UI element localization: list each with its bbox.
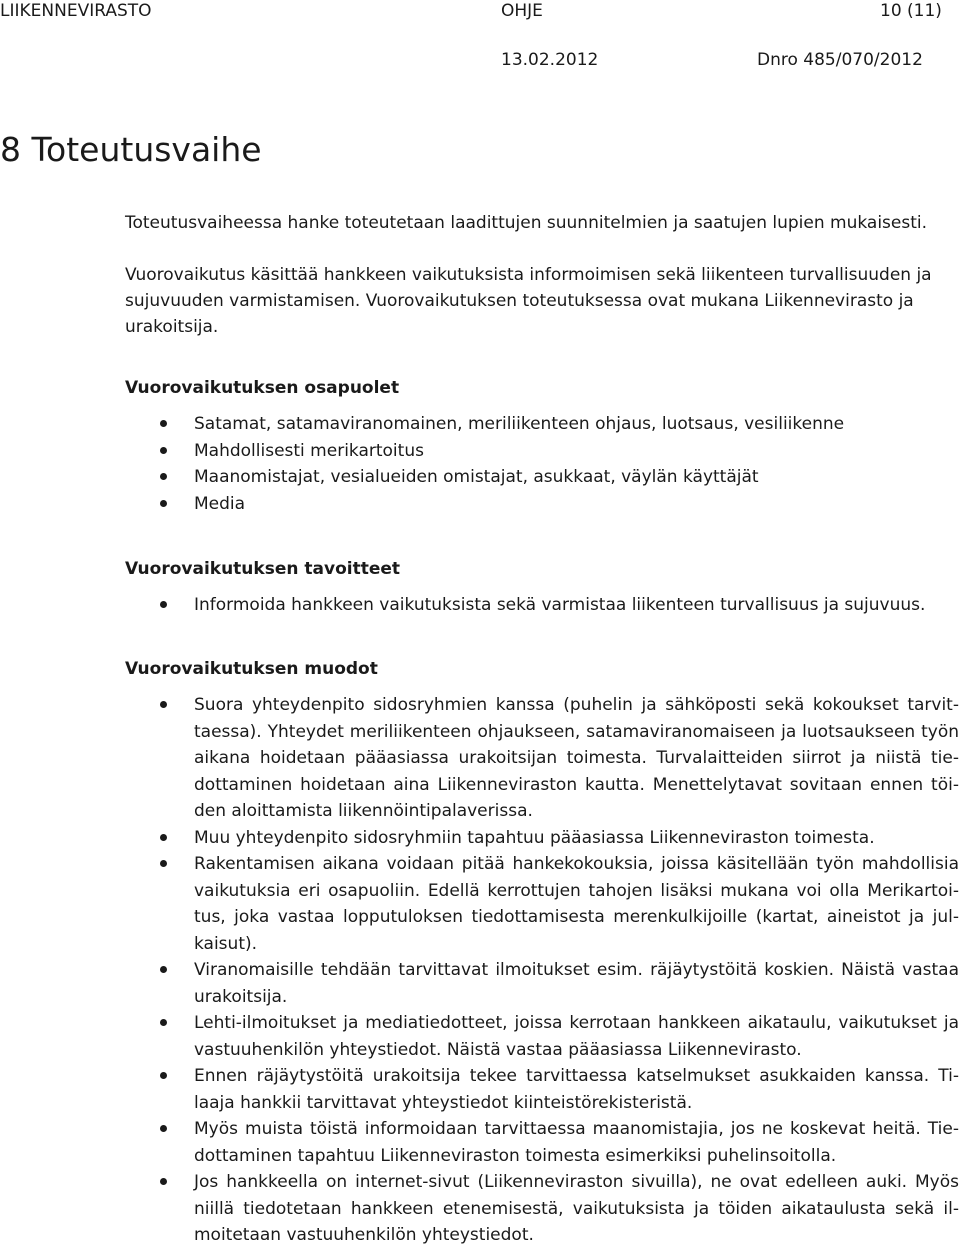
list-item [125, 692, 959, 825]
list-item-text: Viranomaisille tehdään tarvittavat ilmoitukset esim. räjäytystöitä koskien. Näistä vastaa urakoitsija. [194, 960, 959, 1007]
bullet-icon [160, 1019, 167, 1026]
bullet-icon [160, 701, 167, 708]
section-heading-osapuolet: Vuorovaikutuksen osapuolet [125, 378, 400, 398]
list-item-text: Mahdollisesti merikartoitus [194, 440, 424, 461]
list-item-text: Informoida hankkeen vaikutuksista sekä varmistaa liikenteen turvallisuus ja sujuvuus. [194, 595, 926, 615]
header-organization: LIIKENNEVIRASTO [0, 1, 152, 21]
list-item [125, 1116, 959, 1169]
list-item [125, 491, 959, 518]
bullet-icon [160, 447, 167, 454]
list-item-text: Suora yhteydenpito sidosryhmien kanssa (puhelin ja sähköposti sekä kokoukset tarvittaessa). Yhteydet meriliikenteen ohjaukseen, satamaviranomaiseen ja luotsaukseen työn aikana hoidetaan pääasiassa urakoitsijan toimesta. Turvalaitteiden siirrot ja niistä tiedottaminen hoidetaan aina Liikenneviraston kautta. Menettelytavat sovitaan ennen töiden aloittamista liikennöintipalaverissa. [194, 695, 959, 821]
intro-paragraph-1: Toteutusvaiheessa hanke toteutetaan laadittujen suunnitelmien ja saatujen lupien mukaisesti. [125, 213, 928, 233]
list-item-text: Muu yhteydenpito sidosryhmiin tapahtuu pääasiassa Liikenneviraston toimesta. [194, 827, 875, 848]
bullet-icon [160, 1178, 167, 1185]
section-heading-muodot: Vuorovaikutuksen muodot [125, 659, 378, 679]
list-item [125, 1063, 959, 1116]
bullet-icon [160, 834, 167, 841]
header-document-type: OHJE [501, 1, 543, 21]
list-item [125, 851, 959, 957]
list-item-text: Media [194, 493, 246, 514]
list-item-text: Myös muista töistä informoidaan tarvittaessa maanomistajia, jos ne koskevat heitä. Tiedottaminen tapahtuu Liikenneviraston toimesta esimerkiksi puhelinsoitolla. [194, 1119, 959, 1166]
bullet-icon [160, 860, 167, 867]
list-item-text: Satamat, satamaviranomainen, meriliikenteen ohjaus, luotsaus, vesiliikenne [194, 414, 845, 434]
intro-paragraph-2: Vuorovaikutus käsittää hankkeen vaikutuksista informoimisen sekä liikenteen turvallisuuden ja sujuvuuden varmistamisen. Vuorovaikutuksen toteutuksessa ovat mukana Liikennevirasto ja urakoitsija. [125, 265, 932, 337]
list-item [125, 592, 959, 619]
header-record-number: Dnro 485/070/2012 [757, 50, 923, 70]
header-page-number: 10 (11) [880, 1, 942, 21]
bullet-list-osapuolet [125, 411, 959, 517]
list-item-text: Ennen räjäytystöitä urakoitsija tekee tarvittaessa katselmukset asukkaiden kanssa. Tilaaja hankkii tarvittavat yhteystiedot kiinteistörekisteristä. [194, 1066, 959, 1113]
page-title: 8 Toteutusvaihe [0, 130, 262, 169]
list-item [125, 411, 959, 438]
list-item [125, 1010, 959, 1063]
bullet-list-muodot [125, 692, 959, 1249]
list-item-text: Rakentamisen aikana voidaan pitää hankekokouksia, joissa käsitellään työn mahdollisia vaikutuksia eri osapuoliin. Edellä kerrottujen tahojen lisäksi mukana voi olla Merikartoitus, joka vastaa lopputuloksen tiedottamisesta merenkulkijoille (kartat, aineistot ja julkaisut). [194, 854, 959, 954]
bullet-icon [160, 601, 167, 608]
bullet-icon [160, 966, 167, 973]
bullet-icon [160, 1125, 167, 1132]
bullet-icon [160, 473, 167, 480]
section-heading-tavoitteet: Vuorovaikutuksen tavoitteet [125, 559, 401, 579]
list-item [125, 825, 959, 852]
list-item [125, 957, 959, 1010]
bullet-icon [160, 1072, 167, 1079]
bullet-icon [160, 500, 167, 507]
bullet-icon [160, 420, 167, 427]
list-item-text: Jos hankkeella on internet-sivut (Liikenneviraston sivuilla), ne ovat edelleen auki. Myös niillä tiedotetaan hankkeen etenemisestä, vaikutuksista ja töiden aikataulusta sekä ilmoitetaan vastuuhenkilön yhteystiedot. [194, 1172, 959, 1245]
header-date: 13.02.2012 [501, 50, 599, 70]
list-item [125, 438, 959, 465]
list-item-text: Lehti-ilmoitukset ja mediatiedotteet, joissa kerrotaan hankkeen aikataulu, vaikutukset ja vastuuhenkilön yhteystiedot. Näistä vastaa pääasiassa Liikennevirasto. [194, 1013, 959, 1060]
list-item [125, 1169, 959, 1249]
list-item-text: Maanomistajat, vesialueiden omistajat, asukkaat, väylän käyttäjät [194, 467, 759, 487]
bullet-list-tavoitteet [125, 592, 959, 619]
list-item [125, 464, 959, 491]
